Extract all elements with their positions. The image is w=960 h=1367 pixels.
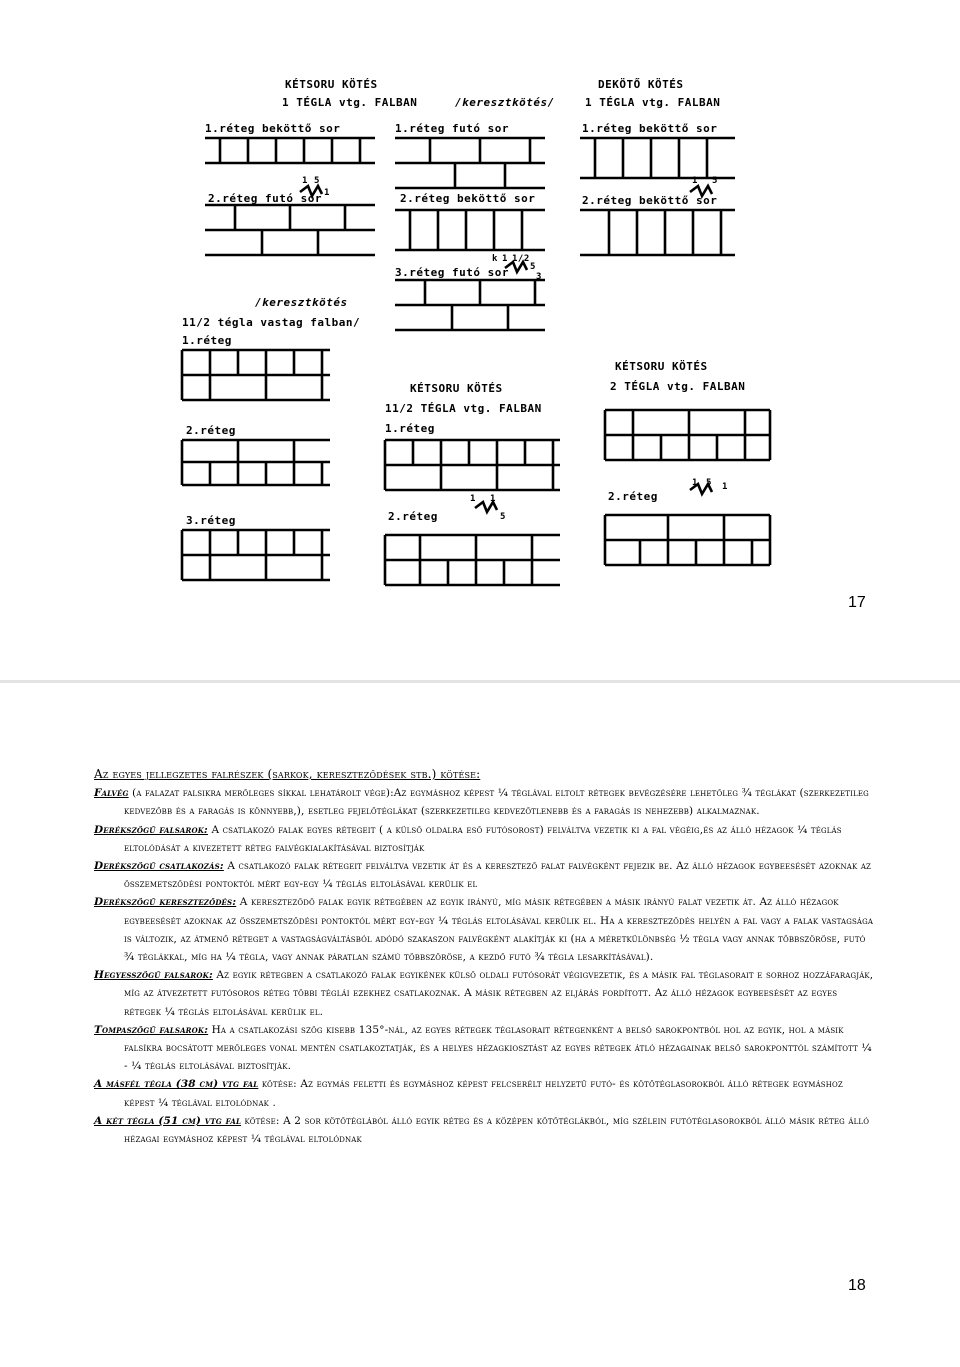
diagram-5-dim-2: 1: [490, 494, 496, 504]
diagram-2-dim-half: 1/2: [512, 254, 530, 264]
diagram-4-layer1: [182, 350, 330, 400]
paragraph-derekszogu-csatlakozas: [94, 857, 874, 893]
diagram-4-layer1-label: 1.réteg: [182, 334, 232, 347]
diagram-5-dim-1: 1: [470, 494, 476, 504]
paragraph-text: A kereszteződő falak egyik rétegében az egyik irányú, míg másik rétegében a másik irányú falat vezetik át. Az álló hézagok egybeesését azoknak az összemetsződési pontoktól mért egy-egy ¼ téglás eltolásával kerülik el. Ha a kereszteződés helyén a fal vagy a falak vastagsága is változik, az átmenő réteget a vastagságváltásból adódó szakaszon falvégként alakítják ki (ha a méretkülönbség ½ tégla vagy annak többszöröse, futó ¾ téglákkal, míg ha ¼ tégla, vagy annak páratlan számú többszöröse, a kezdő futó ¾ tégla lesarkításával).: [124, 896, 874, 964]
diagram-2-layer2: [395, 210, 545, 250]
page-number: 18: [848, 1277, 866, 1294]
page-17: [0, 0, 960, 680]
term: Derékszögű falsarok:: [94, 823, 208, 836]
diagram-3-subtitle: 1 TÉGLA vtg. FALBAN: [585, 96, 721, 109]
diagram-6-subtitle: 2 TÉGLA vtg. FALBAN: [610, 380, 746, 393]
diagram-4-layer3: [182, 530, 330, 580]
term: Derékszögű csatlakozás:: [94, 860, 224, 873]
term: Tompaszögű falsarok:: [94, 1023, 209, 1036]
document-body: [94, 765, 874, 1148]
paragraph-derekszogu-keresztezodes: [94, 893, 874, 966]
paragraph-tompaszogu-falsarok: [94, 1021, 874, 1076]
section-heading: Az egyes jellegzetes falrészek (sarkok, kereszteződések stb.) kötése:: [94, 767, 481, 781]
diagram-2-layer1-label: 1.réteg futó sor: [395, 122, 509, 135]
paragraph-falveg: [94, 784, 874, 820]
diagram-5-dim-5: 5: [500, 512, 506, 522]
diagram-5-layer2-label: 2.réteg: [388, 510, 438, 523]
paragraph-text: kötése: Az egymás feletti és egymáshoz képest felcserélt helyzetű futó- és kötőtéglasorokból álló rétegek egymáshoz képest ¼ téglával eltolódnak .: [124, 1078, 843, 1109]
diagram-1-dim-3: 1: [324, 188, 330, 198]
diagram-3-layer2: [580, 210, 735, 255]
paragraph-derekszogu-falsarok: [94, 821, 874, 857]
diagram-3-dim-1: 1: [692, 176, 698, 186]
term: A másfél tégla (38 cm) vtg fal: [94, 1078, 259, 1091]
diagram-2-dim-3: 3: [536, 272, 542, 282]
diagram-6-dim-5: 5: [706, 478, 712, 488]
diagram-3-title: DEKÖTŐ KÖTÉS: [598, 78, 684, 91]
diagram-3-dim-5: 5: [712, 176, 718, 186]
paragraph-masfel-tegla: [94, 1075, 874, 1111]
diagram-1-dim: 1: [302, 176, 308, 186]
diagram-6-layer1: [605, 410, 770, 460]
paragraph-text: A csatlakozó falak egyes rétegeit ( a külső oldalra eső futósorost) felváltva vezetik ki a fal végéig,és az álló hézagok ¼ téglás eltolódását a kivezetett réteg falvégkialakításával biztosítják: [124, 823, 842, 854]
paragraph-text: kötése: A 2 sor kötőtéglából álló egyik réteg és a középen kötőtéglákból, míg szélein futótéglasorokból álló másik réteg álló hézagai egymáshoz képest ¼ téglával eltolódnak: [124, 1114, 870, 1146]
diagram-4-layer2: [182, 440, 330, 485]
diagram-4-layer3-label: 3.réteg: [186, 514, 236, 527]
term: Hegyesszögű falsarok:: [94, 969, 213, 982]
diagram-1-layer1-label: 1.réteg beköttő sor: [205, 122, 341, 135]
paragraph-text: A csatlakozó falak rétegeit felváltva vezetik át és a keresztező falat falvégként fejezik be. Az álló hézagok egybeesését azoknak az összemetsződési pontoktól mért egy-egy ¼ téglás eltolásával kerülik el: [124, 860, 872, 891]
diagram-2-layer3-label: 3.réteg futó sor: [395, 266, 509, 279]
diagram-6-layer2-label: 2.réteg: [608, 490, 658, 503]
diagram-5-subtitle: 11/2 TÉGLA vtg. FALBAN: [385, 402, 542, 415]
paragraph-ket-tegla: [94, 1112, 874, 1148]
page-number: 17: [848, 594, 866, 611]
diagram-2-layer3: [395, 280, 545, 330]
diagram-3-layer2-label: 2.réteg beköttő sor: [582, 194, 718, 207]
paragraph-hegyesszogu-falsarok: [94, 966, 874, 1021]
diagram-1-layer1: [205, 138, 375, 163]
diagram-6-dim-1: 1: [692, 478, 698, 488]
diagram-5-layer2: [385, 535, 560, 585]
term: Derékszögű kereszteződés:: [94, 896, 237, 909]
diagram-2-layer1: [395, 138, 545, 188]
paragraph-text: Ha a csatlakozási szög kisebb 135°-nál, az egyes rétegek téglasorait rétegenként a belső sarokpontból hol az egyik, hol a másik falsíkra bocsátott merőleges vonal mentén csatlakoztatják, és a helyes hézagkiosztást az egyes rétegek átló hézagainak belső sarokponttól számított ¼ - ¼ téglás eltolásával biztosítják.: [124, 1023, 872, 1073]
diagram-5-title: KÉTSORU KÖTÉS: [410, 382, 503, 395]
diagram-6-title: KÉTSORU KÖTÉS: [615, 360, 708, 373]
diagram-6-layer2: [605, 515, 770, 565]
diagram-6-dim-1b: 1: [722, 482, 728, 492]
diagram-3-layer1-label: 1.réteg beköttő sor: [582, 122, 718, 135]
diagram-2-title: /keresztkötés/: [455, 96, 555, 109]
diagram-3-layer1: [580, 138, 735, 178]
term: A két tégla (51 cm) vtg fal: [94, 1114, 242, 1127]
term: Falvég: [94, 787, 129, 800]
diagram-2-dim-1: 1: [502, 254, 508, 264]
diagram-2-dim-5: 5: [530, 262, 536, 272]
diagram-5-layer1: [385, 440, 560, 490]
diagram-2-dim-k: k: [492, 254, 498, 264]
diagram-1-layer2: [205, 205, 375, 255]
diagram-1-dim-2: 5: [314, 176, 320, 186]
diagram-1-subtitle: 1 TÉGLA vtg. FALBAN: [282, 96, 418, 109]
diagram-1-title: KÉTSORU KÖTÉS: [285, 78, 378, 91]
paragraph-text: Az egyik rétegben a csatlakozó falak egyikének külső oldali futósorát végigvezetik, és a másik fal téglasorait e sorhoz hozzáfaragják, míg az átvezetett futósoros réteg többi téglái ezekhez csatlakoznak. A másik rétegben az eljárás fordított. Az álló hézagok egybeesését az egyes rétegek ¼ téglás eltolásával kerülik el.: [124, 969, 874, 1018]
paragraph-text: (a falazat falsikra merőleges síkkal lehatárolt vége):Az egymáshoz képest ¼ téglával eltolt rétegek bevégzésére lehetőleg ¾ téglákat (szerkezetileg kedvezőbb és a faragás is könnyebb,), esetleg fejelőtéglákat (szerkezetileg kedvezőtlenebb és a faragás is nehezebb) alkalmaznak.: [124, 787, 869, 818]
diagram-1-layer2-label: 2.réteg futó sor: [208, 192, 322, 205]
diagram-2-layer2-label: 2.réteg beköttő sor: [400, 192, 536, 205]
diagram-5-layer1-label: 1.réteg: [385, 422, 435, 435]
diagram-4-title: /keresztkötés: [255, 296, 348, 309]
diagram-4-layer2-label: 2.réteg: [186, 424, 236, 437]
page-18: [0, 683, 960, 1367]
diagram-4-subtitle: 11/2 tégla vastag falban/: [182, 316, 361, 329]
